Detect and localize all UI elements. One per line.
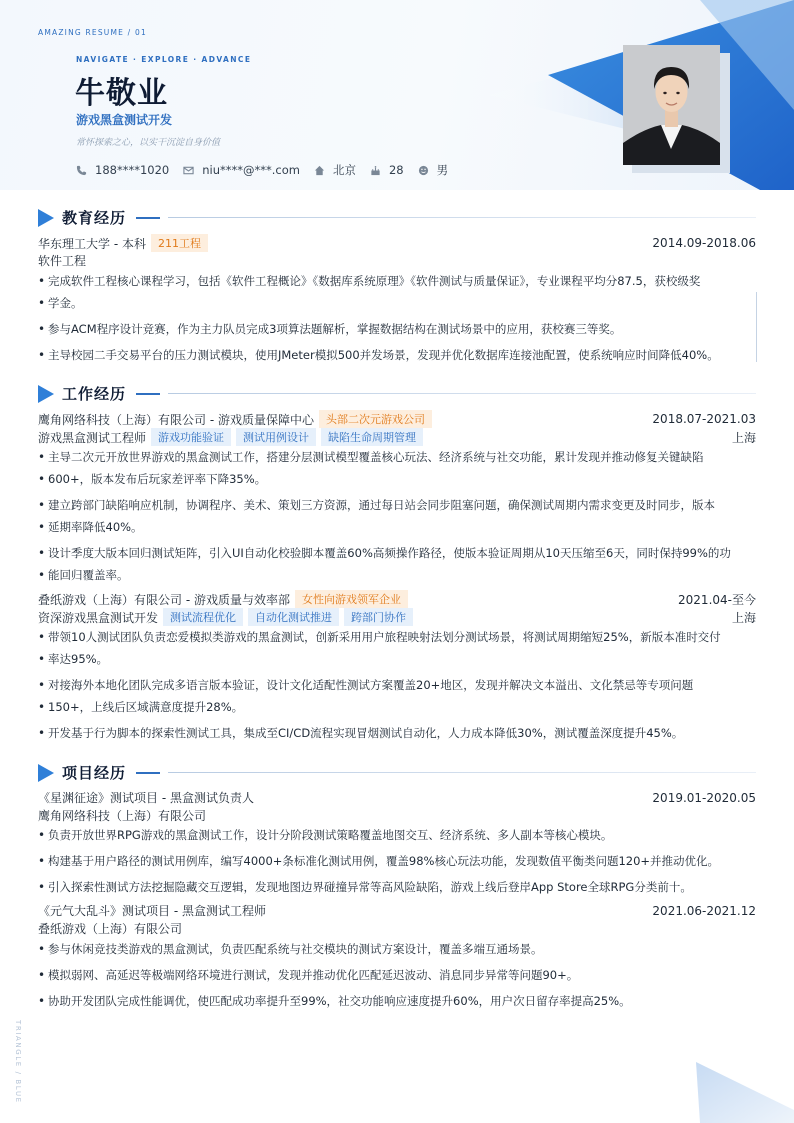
- contact-phone: [76, 163, 169, 177]
- skill-tag: 自动化测试推进: [248, 608, 339, 626]
- job-bullet-continuation: [38, 516, 756, 538]
- home-icon: [314, 165, 325, 176]
- city: 北京: [332, 163, 356, 177]
- job-entry-header: [38, 590, 756, 608]
- project-entry-header: [38, 902, 756, 919]
- education-entry-header: [38, 234, 756, 252]
- heading-rule: [168, 772, 756, 773]
- projects-heading: 项目经历: [62, 764, 127, 782]
- job-bullet: [38, 494, 756, 516]
- education-bullet-continuation: [38, 292, 756, 314]
- side-vertical-text: TRIANGLE / BLUE: [14, 1020, 22, 1104]
- project-date: 2019.01-2020.05: [652, 790, 756, 805]
- job-title: 游戏黑盒测试开发: [76, 113, 173, 127]
- project-bullet: [38, 824, 756, 846]
- mail-icon: [183, 165, 194, 176]
- resume-series-tag: AMAZING RESUME / 01: [38, 28, 147, 37]
- bullet-text: 开发基于行为脚本的探索性测试工具，集成至CI/CD流程实现冒烟测试自动化，人力成本降低30%，测试覆盖深度提升45%。: [48, 726, 684, 740]
- education-bullet: [38, 344, 756, 366]
- email-address: niu****@***.com: [202, 163, 300, 177]
- skill-tag: 缺陷生命周期管理: [321, 428, 423, 446]
- project-bullet: [38, 938, 756, 960]
- resume-header: [0, 0, 794, 190]
- bullet-text: 主导校园二手交易平台的压力测试模块，使用JMeter模拟500并发场景，发现并优化数据库连接池配置，使系统响应时间降低40%。: [48, 348, 719, 362]
- work-section-header: [38, 383, 756, 404]
- profile-photo: [623, 45, 720, 165]
- job-bullet-continuation: [38, 468, 756, 490]
- project-entry-header: [38, 789, 756, 806]
- bullet-text: 建立跨部门缺陷响应机制，协调程序、美术、策划三方资源，通过每日站会同步阻塞问题，确保测试周期内需求变更及时同步，版本: [48, 498, 715, 512]
- project-company: 鹰角网络科技（上海）有限公司: [38, 809, 207, 823]
- job-bullet: [38, 446, 756, 468]
- side-rule: [756, 292, 757, 362]
- project-bullet: [38, 850, 756, 872]
- project-name: 《元气大乱斗》测试项目 - 黑盒测试工程师: [38, 904, 266, 918]
- candidate-name: 牛敬业: [75, 76, 168, 111]
- bullet-text: 能回归覆盖率。: [48, 568, 129, 582]
- education-date: 2014.09-2018.06: [652, 236, 756, 250]
- bullet-text: 完成软件工程核心课程学习，包括《软件工程概论》《数据库系统原理》《软件测试与质量保证》，专业课程平均分87.5，获校级奖: [48, 274, 701, 288]
- job-bullet: [38, 674, 756, 696]
- bullet-text: 模拟弱网、高延迟等极端网络环境进行测试，发现并推动优化匹配延迟波动、消息同步异常等问题90+。: [48, 968, 579, 982]
- heading-rule: [168, 217, 756, 218]
- bullet-text: 延期率降低40%。: [48, 520, 143, 534]
- bullet-text: 协助开发团队完成性能调优，使匹配成功率提升至99%，社交功能响应速度提升60%，用户次日留存率提高25%。: [48, 994, 631, 1008]
- footer-triangle-decor: [690, 1060, 794, 1123]
- projects-section-header: [38, 762, 756, 783]
- job-role-row: [38, 428, 756, 446]
- job-location: 上海: [731, 610, 756, 625]
- contact-city: [314, 162, 356, 178]
- project-name: 《星渊征途》测试项目 - 黑盒测试负责人: [38, 791, 254, 805]
- project-company-row: [38, 920, 756, 937]
- section-triangle-icon: [38, 385, 54, 403]
- cake-icon: [370, 165, 381, 176]
- skill-tag: 跨部门协作: [344, 608, 413, 626]
- heading-accent-bar: [136, 772, 160, 774]
- bullet-text: 构建基于用户路径的测试用例库，编写4000+条标准化测试用例，覆盖98%核心玩法功能，发现数值平衡类问题120+并推动优化。: [48, 854, 720, 868]
- section-triangle-icon: [38, 764, 54, 782]
- bullet-text: 主导二次元开放世界游戏的黑盒测试工作，搭建分层测试模型覆盖核心玩法、经济系统与社交功能，累计发现并推动修复关键缺陷: [48, 450, 704, 464]
- job-role: 游戏黑盒测试工程师: [38, 430, 147, 445]
- section-triangle-icon: [38, 209, 54, 227]
- job-bullet-continuation: [38, 648, 756, 670]
- phone-number: 188****1020: [95, 163, 170, 177]
- project-company-row: [38, 807, 756, 824]
- job-location: 上海: [731, 430, 756, 445]
- job-entry-header: [38, 410, 756, 428]
- age: 28: [388, 163, 404, 177]
- skill-tag: 测试用例设计: [236, 428, 316, 446]
- job-bullet: [38, 626, 756, 648]
- bullet-text: 参与ACM程序设计竞赛，作为主力队员完成3项算法题解析，掌握数据结构在测试场景中的应用，获校赛三等奖。: [48, 322, 622, 336]
- smiley-icon: [418, 165, 429, 176]
- job-bullet: [38, 542, 756, 564]
- bullet-text: 150+，上线后区域满意度提升28%。: [48, 700, 244, 714]
- tagline: NAVIGATE · EXPLORE · ADVANCE: [76, 55, 252, 64]
- project-bullet: [38, 964, 756, 986]
- job-role: 资深游戏黑盒测试开发: [38, 610, 159, 625]
- school-tag: 211工程: [151, 234, 208, 252]
- work-heading: 工作经历: [62, 385, 127, 403]
- skill-tag: 测试流程优化: [163, 608, 243, 626]
- education-bullet: [38, 270, 756, 292]
- gender: 男: [436, 163, 449, 177]
- education-major-row: [38, 252, 756, 269]
- project-bullet: [38, 990, 756, 1012]
- bullet-text: 对接海外本地化团队完成多语言版本验证，设计文化适配性测试方案覆盖20+地区，发现并解决文本溢出、文化禁忌等专项问题: [48, 678, 694, 692]
- bullet-text: 设计季度大版本回归测试矩阵，引入UI自动化校验脚本覆盖60%高频操作路径，使版本验证周期从10天压缩至6天，同时保持99%的功: [48, 546, 731, 560]
- contact-email: [183, 163, 300, 177]
- job-bullet: [38, 722, 756, 744]
- education-bullet: [38, 318, 756, 340]
- bullet-text: 600+，版本发布后玩家差评率下降35%。: [48, 472, 267, 486]
- project-date: 2021.06-2021.12: [652, 903, 756, 918]
- contact-gender: [418, 162, 449, 178]
- major: 软件工程: [38, 254, 87, 268]
- job-bullet-continuation: [38, 564, 756, 586]
- project-bullet: [38, 876, 756, 898]
- heading-accent-bar: [136, 393, 160, 395]
- bullet-text: 参与休闲竞技类游戏的黑盒测试，负责匹配系统与社交模块的测试方案设计，覆盖多端互通场景。: [48, 942, 543, 956]
- project-company: 叠纸游戏（上海）有限公司: [38, 922, 183, 936]
- contact-info: [76, 162, 462, 178]
- company-name: 叠纸游戏（上海）有限公司 - 游戏质量与效率部: [38, 592, 290, 607]
- job-role-row: [38, 608, 756, 626]
- skill-tag: 游戏功能验证: [151, 428, 231, 446]
- job-date: 2021.04-至今: [678, 592, 756, 607]
- motto: 常怀探索之心，以实干沉淀自身价值: [76, 138, 221, 148]
- company-tag: 女性向游戏领军企业: [295, 590, 408, 608]
- contact-age: [370, 163, 404, 177]
- school-name: 华东理工大学 - 本科: [38, 236, 146, 251]
- bullet-text: 引入探索性测试方法挖掘隐藏交互逻辑，发现地图边界碰撞异常等高风险缺陷，游戏上线后登岸App Store全球RPG分类前十。: [48, 880, 692, 894]
- heading-accent-bar: [136, 217, 160, 219]
- job-bullet-continuation: [38, 696, 756, 718]
- heading-rule: [168, 393, 756, 394]
- bullet-text: 率达95%。: [48, 652, 109, 666]
- bullet-text: 带领10人测试团队负责恋爱模拟类游戏的黑盒测试，创新采用用户旅程映射法划分测试场景，将测试周期缩短25%，新版本准时交付: [48, 630, 721, 644]
- education-section-header: [38, 207, 756, 228]
- education-heading: 教育经历: [62, 209, 127, 227]
- company-name: 鹰角网络科技（上海）有限公司 - 游戏质量保障中心: [38, 412, 314, 427]
- phone-icon: [76, 165, 87, 176]
- company-tag: 头部二次元游戏公司: [319, 410, 432, 428]
- job-date: 2018.07-2021.03: [652, 412, 756, 426]
- bullet-text: 负责开放世界RPG游戏的黑盒测试工作，设计分阶段测试策略覆盖地图交互、经济系统、多人副本等核心模块。: [48, 828, 613, 842]
- bullet-text: 学金。: [48, 296, 83, 310]
